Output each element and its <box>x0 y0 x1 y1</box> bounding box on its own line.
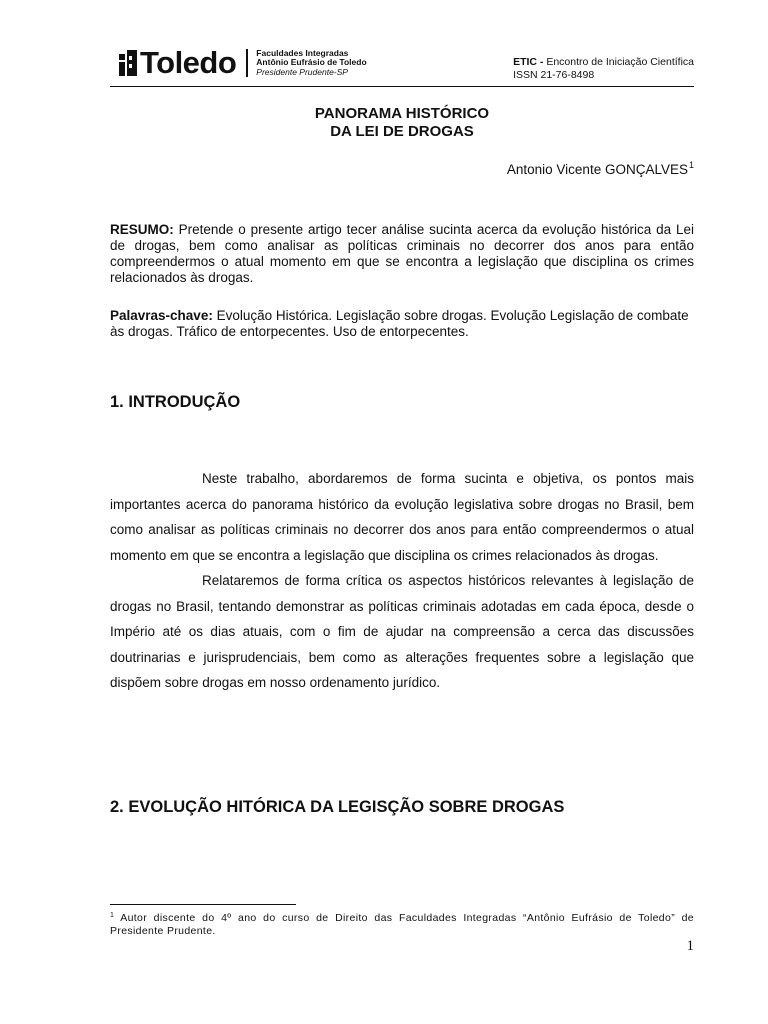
keywords-label: Palavras-chave: <box>110 308 213 323</box>
author-name: Antonio Vicente GONÇALVES <box>506 162 688 177</box>
issn: ISSN 21-76-8498 <box>513 69 595 81</box>
logo-subtitle <box>256 49 366 77</box>
keywords <box>110 308 694 340</box>
footnote-text: Autor discente do 4º ano do curso de Direito das Faculdades Integradas “Antônio Eufrásio de Toledo” de Presidente Prudente. <box>110 912 694 937</box>
author <box>507 160 694 177</box>
logo-sub-line2: Antônio Eufrásio de Toledo <box>256 57 367 68</box>
page-number: 1 <box>686 938 694 954</box>
footnote-number: 1 <box>110 912 115 919</box>
header-rule <box>110 86 694 87</box>
event-info <box>513 56 694 82</box>
keywords-text: Evolução Histórica. Legislação sobre drogas. Evolução Legislação de combate às drogas. Tráfico de entorpecentes. Uso de entorpecentes. <box>110 308 689 339</box>
title-line1: PANORAMA HISTÓRICO <box>314 105 490 122</box>
section-heading-introduction: 1. INTRODUÇÃO <box>110 393 241 411</box>
logo-wordmark: Toledo <box>140 45 237 80</box>
abstract-text: Pretende o presente artigo tecer análise sucinta acerca da evolução histórica da Lei de drogas, bem como analisar as políticas criminais no decorrer dos anos para então compreendermos o atual momento em que se encontra a legislação que disciplina os crimes relacionados às drogas. <box>110 222 694 285</box>
abstract <box>110 222 694 286</box>
body-paragraph: Neste trabalho, abordaremos de forma sucinta e objetiva, os pontos mais importantes acerca do panorama histórico da evolução legislativa sobre drogas no Brasil, bem como analisar as políticas criminais no decorrer dos anos para então compreendermos o atual momento em que se encontra a legislação que disciplina os crimes relacionados às drogas. <box>110 471 694 563</box>
author-footnote-ref[interactable]: 1 <box>688 160 694 170</box>
logo-sub-line3: Presidente Prudente-SP <box>256 66 348 77</box>
page-header <box>110 44 694 88</box>
event-acronym: ETIC - <box>513 56 544 68</box>
logo-sub-line1: Faculdades Integradas <box>256 48 349 59</box>
footnote <box>110 909 694 938</box>
event-name: Encontro de Iniciação Científica <box>543 56 694 68</box>
title-line2: DA LEI DE DROGAS <box>330 123 474 140</box>
abstract-label: RESUMO: <box>110 222 174 237</box>
institution-logo <box>118 45 367 80</box>
toledo-tower-logo-icon <box>118 50 138 76</box>
body-paragraph: Relataremos de forma crítica os aspectos históricos relevantes à legislação de drogas no Brasil, tentando demonstrar as políticas criminais adotadas em cada época, desde o Império até os dias atuais, com o fim de ajudar na compreensão a cerca das discussões doutrinarias e jurisprudenciais, bem como as alterações frequentes sobre a legislação que dispõem sobre drogas em nosso ordenamento jurídico. <box>110 573 694 690</box>
paper-title <box>110 105 694 141</box>
logo-divider <box>246 49 248 77</box>
introduction-body <box>110 466 694 696</box>
footnote-rule <box>110 904 296 905</box>
section-heading-evolution: 2. EVOLUÇÃO HITÓRICA DA LEGISÇÃO SOBRE DROGAS <box>110 798 565 816</box>
